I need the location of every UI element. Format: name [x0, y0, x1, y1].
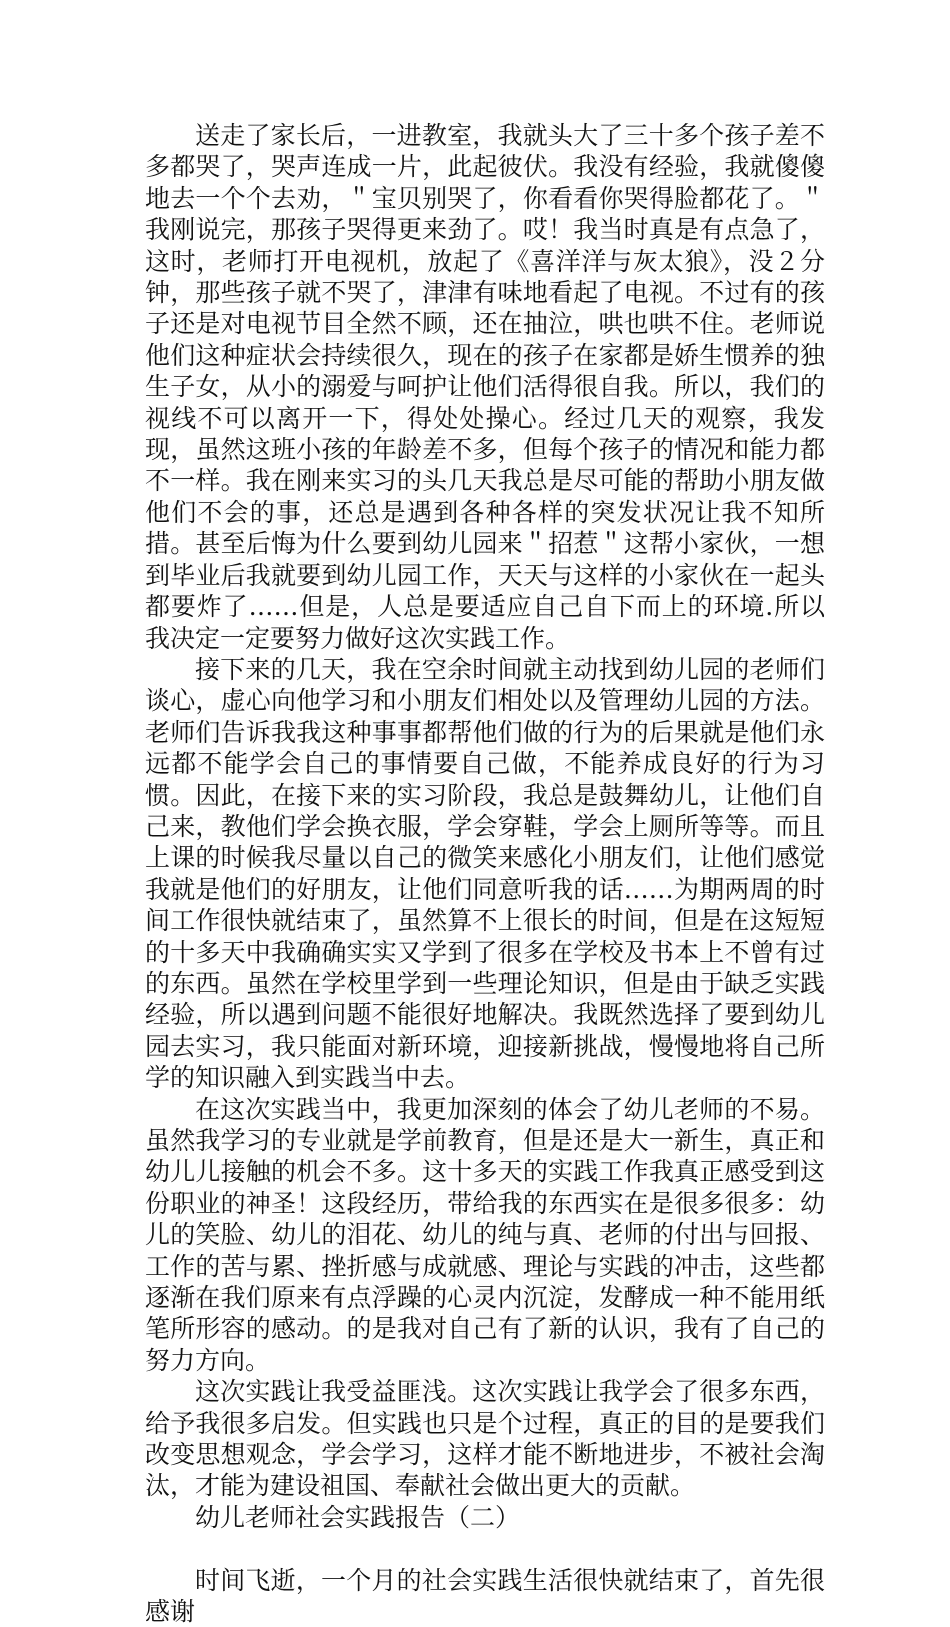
body-paragraph: 送走了家长后，一进教室，我就头大了三十多个孩子差不多都哭了，哭声连成一片，此起彼伏。我没有经验，我就傻傻地去一个个去劝，＂宝贝别哭了，你看看你哭得脸都花了。＂我刚说完，那孩子哭得更来劲了。哎！我当时真是有点急了，这时，老师打开电视机，放起了《喜洋洋与灰太狼》，没２分钟，那些孩子就不哭了，津津有味地看起了电视。不过有的孩子还是对电视节目全然不顾，还在抽泣，哄也哄不住。老师说他们这种症状会持续很久，现在的孩子在家都是娇生惯养的独生子女，从小的溺爱与呵护让他们活得很自我。所以，我们的视线不可以离开一下，得处处操心。经过几天的观察，我发现，虽然这班小孩的年龄差不多，但每个孩子的情况和能力都不一样。我在刚来实习的头几天我总是尽可能的帮助小朋友做他们不会的事，还总是遇到各种各样的突发状况让我不知所措。甚至后悔为什么要到幼儿园来＂招惹＂这帮小家伙，一想到毕业后我就要到幼儿园工作，天天与这样的小家伙在一起头都要炸了……但是，人总是要适应自己自下而上的环境.所以我决定一定要努力做好这次实践工作。 — [145, 121, 825, 653]
body-paragraph: 在这次实践当中，我更加深刻的体会了幼儿老师的不易。虽然我学习的专业就是学前教育，但是还是大一新生，真正和幼儿儿接触的机会不多。这十多天的实践工作我真正感受到这份职业的神圣！这段经历，带给我的东西实在是很多很多：幼儿的笑脸、幼儿的泪花、幼儿的纯与真、老师的付出与回报、工作的苦与累、挫折感与成就感、理论与实践的冲击，这些都逐渐在我们原来有点浮躁的心灵内沉淀，发酵成一种不能用纸笔所形容的感动。的是我对自己有了新的认识，我有了自己的努力方向。 — [145, 1094, 825, 1375]
document-page — [145, 120, 825, 1627]
body-paragraph: 这次实践让我受益匪浅。这次实践让我学会了很多东西，给予我很多启发。但实践也只是个过程，真正的目的是要我们改变思想观念，学会学习，这样才能不断地进步，不被社会淘汰，才能为建设祖国、奉献社会做出更大的贡献。 — [145, 1377, 825, 1501]
section-heading: 幼儿老师社会实践报告（二） — [195, 1502, 521, 1532]
body-paragraph: 接下来的几天，我在空余时间就主动找到幼儿园的老师们谈心，虚心向他学习和小朋友们相处以及管理幼儿园的方法。老师们告诉我我这种事事都帮他们做的行为的后果就是他们永远都不能学会自己的事情要自己做，不能养成良好的行为习惯。因此，在接下来的实习阶段，我总是鼓舞幼儿，让他们自己来，教他们学会换衣服，学会穿鞋，学会上厕所等等。而且上课的时候我尽量以自己的微笑来感化小朋友们，让他们感觉我就是他们的好朋友，让他们同意听我的话……为期两周的时间工作很快就结束了，虽然算不上很长的时间，但是在这短短的十多天中我确确实实又学到了很多在学校及书本上不曾有过的东西。虽然在学校里学到一些理论知识，但是由于缺乏实践经验，所以遇到问题不能很好地解决。我既然选择了要到幼儿园去实习，我只能面对新环境，迎接新挑战，慢慢地将自己所学的知识融入到实践当中去。 — [145, 654, 825, 1093]
paragraph-gap — [145, 1533, 825, 1564]
closing-paragraph: 时间飞逝，一个月的社会实践生活很快就结束了，首先很感谢 — [145, 1565, 825, 1627]
